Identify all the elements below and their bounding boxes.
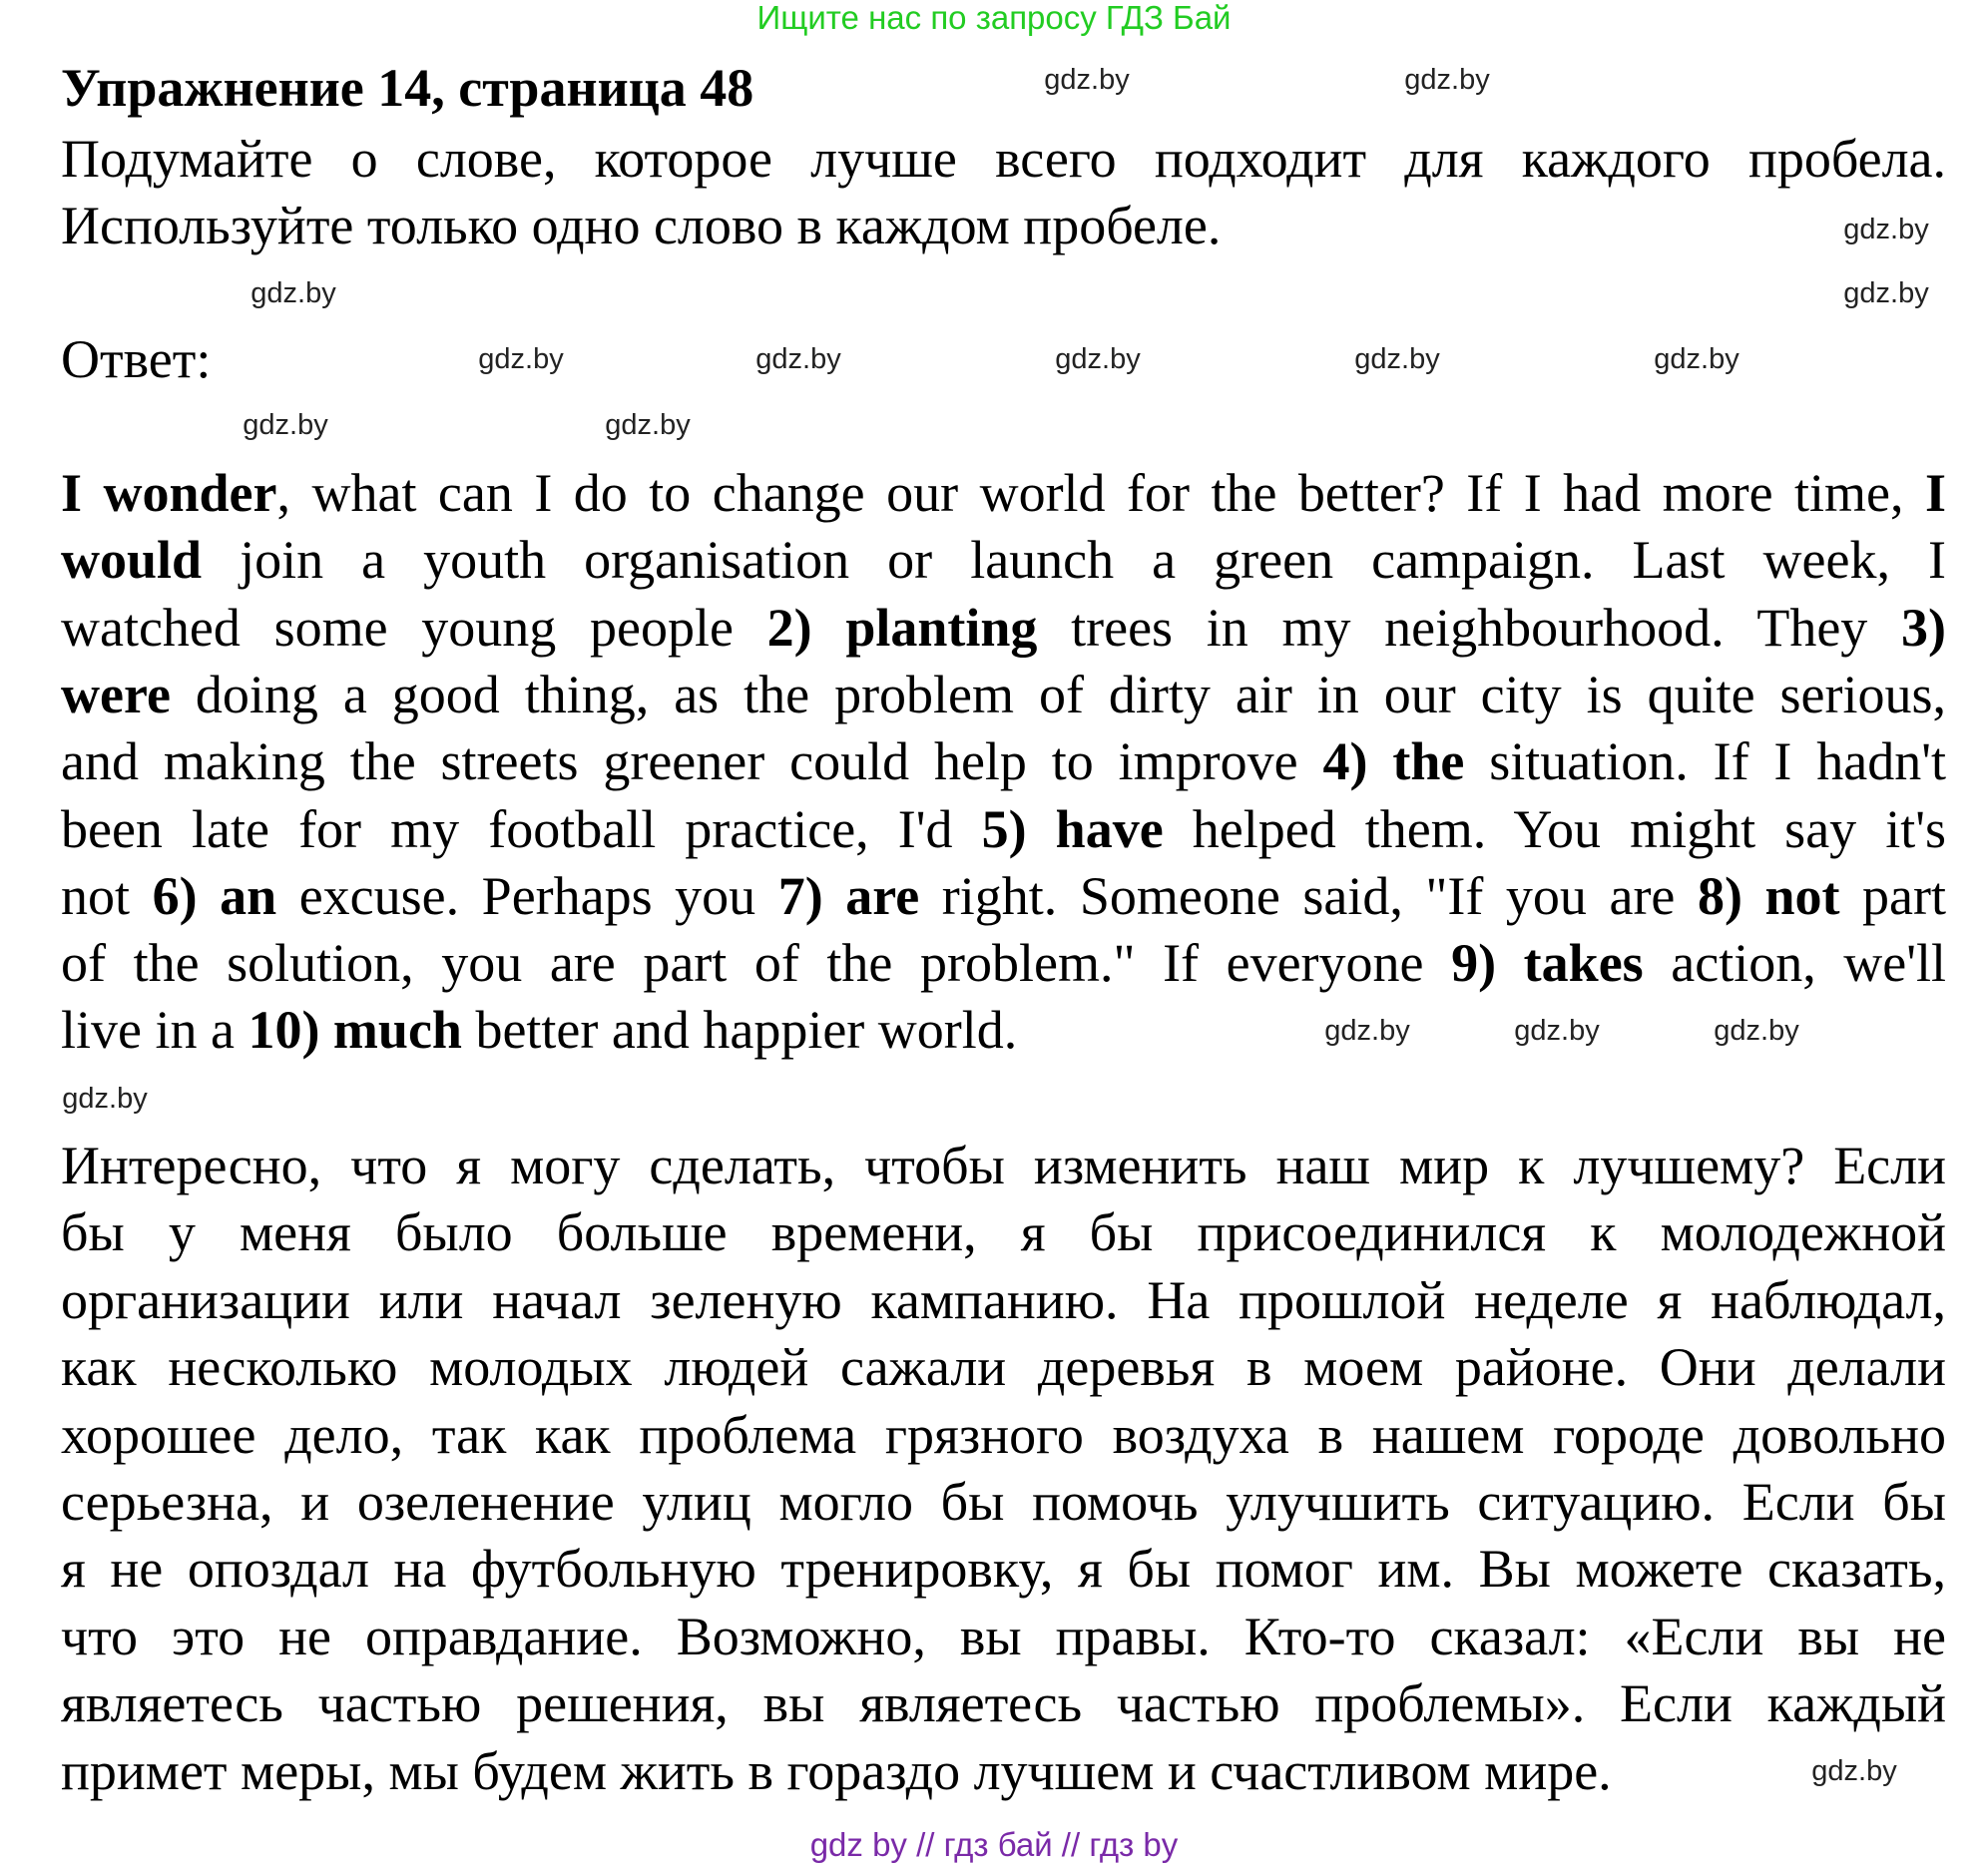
text-segment: doing a good thing, as the problem of dirty air in our city is quite serious, [170,664,1946,724]
answer-word: 3) [1901,597,1946,658]
watermark-text: gdz.by [243,409,328,441]
text-segment: part [1839,865,1947,926]
text-segment: watched some young people [61,597,767,658]
text-segment: helped them. You might say it's [1163,798,1947,859]
english-text-line [61,728,1946,795]
text-segment: and making the streets greener could help to improve [61,731,1323,792]
text-segment: of the solution, you are part of the problem." If everyone [61,933,1452,994]
watermark-text: gdz.by [1714,1015,1799,1047]
russian-text-line: являетесь частью решения, вы являетесь частью проблемы». Если каждый [61,1673,1946,1734]
text-segment: better and happier world. [461,1000,1018,1061]
russian-text-line: хорошее дело, так как проблема грязного воздуха в нашем городе довольно [61,1404,1946,1465]
answer-word: were [61,664,171,724]
answer-word: 6) an [152,865,277,926]
answer-word: I wonder [61,463,277,523]
watermark-text: gdz.by [1843,214,1929,245]
watermark-text: gdz.by [1654,343,1740,375]
watermark-text: gdz.by [1404,64,1490,96]
russian-text-line: примет меры, мы будем жить в гораздо лучшем и счастливом мире. [61,1740,1612,1801]
watermark-text: gdz.by [1055,343,1141,375]
text-segment: , what can I do to change our world for the better? If I had more time, [276,463,1925,523]
answer-word: would [61,530,203,591]
page-title: Упражнение 14, страница 48 [61,58,754,118]
answer-word: 5) have [981,798,1164,859]
russian-text-line: бы у меня было больше времени, я бы присоединился к молодежной [61,1202,1946,1263]
answer-word: 2) planting [766,597,1038,658]
watermark-text: gdz.by [1044,64,1130,96]
text-segment: situation. If I hadn't [1464,731,1946,792]
task-text-line: Подумайте о слове, которое лучше всего подходит для каждого пробела. [61,129,1946,189]
watermark-text: gdz.by [1514,1015,1600,1047]
answer-word: 10) much [248,1000,462,1061]
watermark-text: gdz.by [1843,277,1929,309]
text-segment: live in a [61,1000,248,1061]
russian-text-line: как несколько молодых людей сажали деревья в моем районе. Они делали [61,1337,1946,1398]
watermark-text: gdz.by [1354,343,1440,375]
russian-text-line: я не опоздал на футбольную тренировку, я бы помог им. Вы можете сказать, [61,1539,1946,1600]
text-segment: been late for my football practice, I'd [61,798,982,859]
text-segment: trees in my neighbourhood. They [1037,597,1902,658]
watermark-text: gdz.by [478,343,564,375]
english-text-line [61,863,1946,930]
text-segment: excuse. Perhaps you [276,865,778,926]
watermark-text: gdz.by [755,343,841,375]
task-text-line: Используйте только одно слово в каждом пробеле. [61,196,1222,255]
russian-text-line: серьезна, и озеленение улиц могло бы помочь улучшить ситуацию. Если бы [61,1472,1946,1532]
watermark-text: gdz.by [1324,1015,1410,1047]
answer-word: 9) takes [1451,933,1644,994]
english-text-line [61,595,1946,662]
text-segment: not [61,865,153,926]
english-text-line [61,796,1946,863]
watermark-text: gdz.by [1811,1755,1897,1787]
answer-word: 4) the [1322,731,1465,792]
answer-word: 8) not [1697,865,1840,926]
russian-text-line: Интересно, что я могу сделать, чтобы изменить наш мир к лучшему? Если [61,1136,1946,1195]
text-segment: action, we'll [1643,933,1947,994]
answer-label: Ответ: [61,329,212,389]
english-text-line [61,662,1946,728]
watermark-text: gdz.by [605,409,691,441]
watermark-text: gdz.by [62,1083,148,1115]
watermark-text: gdz.by [250,277,336,309]
text-segment: join a youth organisation or launch a green campaign. Last week, I [202,530,1946,591]
answer-word: I [1925,463,1947,523]
english-text-line [61,460,1946,527]
english-text-line [61,527,1946,594]
search-banner: Ищите нас по запросу ГДЗ Бай [756,0,1232,36]
footer-links: gdz by // гдз бай // гдз by [809,1826,1179,1863]
text-segment: right. Someone said, "If you are [919,865,1698,926]
answer-word: 7) are [777,865,920,926]
english-text-line [61,997,1017,1064]
russian-text-line: что это не оправдание. Возможно, вы правы. Кто-то сказал: «Если вы не [61,1606,1946,1666]
english-text-line [61,930,1946,997]
russian-text-line: организации или начал зеленую кампанию. На прошлой неделе я наблюдал, [61,1269,1946,1330]
